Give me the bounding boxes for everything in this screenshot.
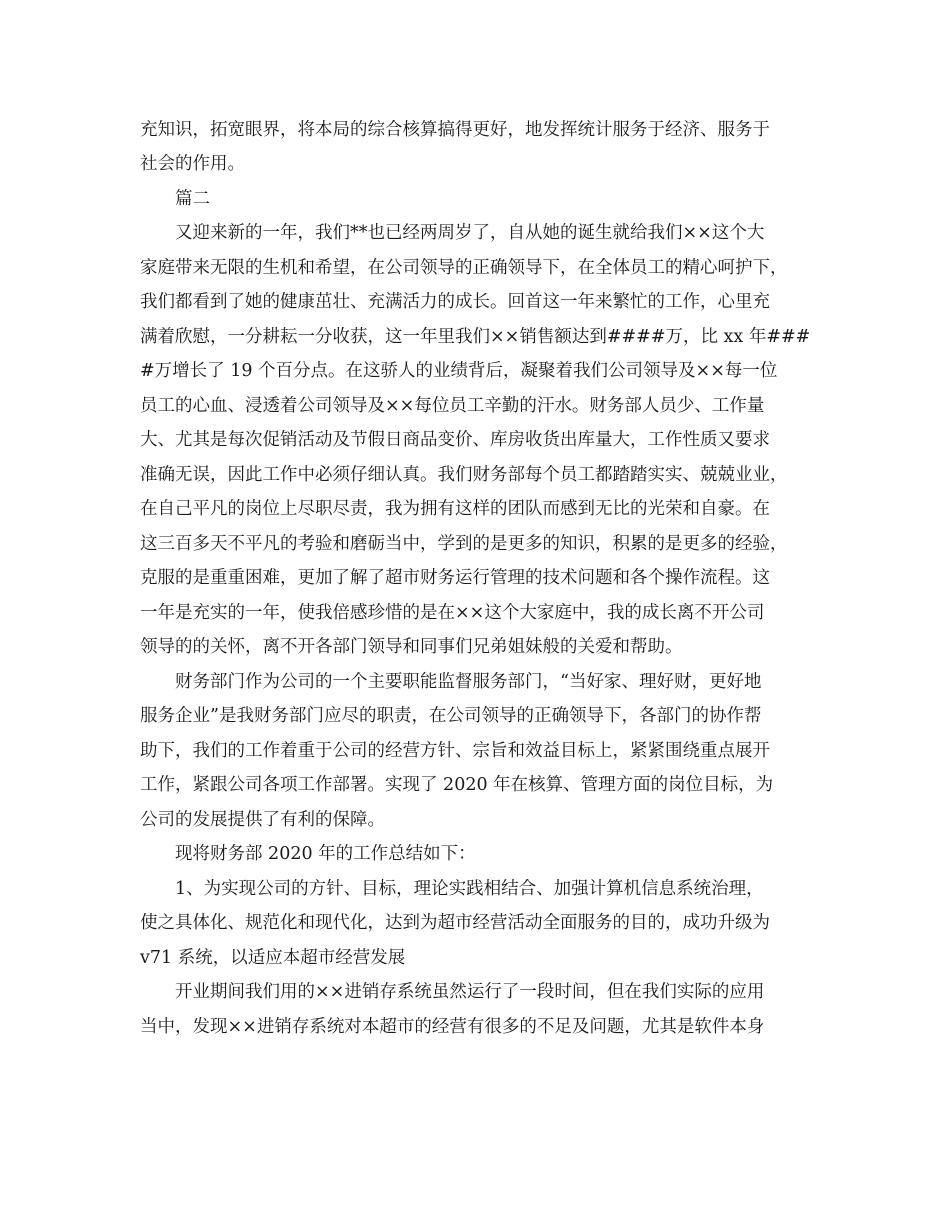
body-text-line: #万增长了 19 个百分点。在这骄人的业绩背后，凝聚着我们公司领导及××每一位 xyxy=(140,361,778,381)
body-text-line: 一年是充实的一年，使我倍感珍惜的是在××这个大家庭中，我的成长离不开公司 xyxy=(140,603,765,623)
body-text-line: 服务企业”是我财务部门应尽的职责，在公司领导的正确领导下，各部门的协作帮 xyxy=(140,706,762,726)
body-text-line: 又迎来新的一年，我们**也已经两周岁了，自从她的诞生就给我们××这个大 xyxy=(175,223,765,243)
body-text-line: 开业期间我们用的××进销存系统虽然运行了一段时间，但在我们实际的应用 xyxy=(175,982,765,1002)
body-text-line: v71 系统，以适应本超市经营发展 xyxy=(140,948,406,968)
body-text-line: 工作，紧跟公司各项工作部署。实现了 2020 年在核算、管理方面的岗位目标，为 xyxy=(140,775,774,795)
body-text-line: 家庭带来无限的生机和希望，在公司领导的正确领导下，在全体员工的精心呵护下， xyxy=(140,258,788,278)
body-text-line: 财务部门作为公司的一个主要职能监督服务部门，“当好家、理好财，更好地 xyxy=(175,672,762,692)
body-text-line: 1、为实现公司的方针、目标，理论实践相结合、加强计算机信息系统治理， xyxy=(175,879,764,899)
body-text-line: 当中，发现××进销存系统对本超市的经营有很多的不足及问题，尤其是软件本身 xyxy=(140,1017,765,1037)
section-heading: 篇二 xyxy=(175,189,210,209)
body-text-line: 满着欣慰，一分耕耘一分收获，这一年里我们××销售额达到####万，比 xx 年### xyxy=(140,327,811,347)
body-text-line: 大、尤其是每次促销活动及节假日商品变价、库房收货出库量大，工作性质又要求 xyxy=(140,430,770,450)
body-text-line: 社会的作用。 xyxy=(140,154,245,174)
body-text-line: 使之具体化、规范化和现代化，达到为超市经营活动全面服务的目的，成功升级为 xyxy=(140,913,770,933)
body-text-line: 准确无误，因此工作中必须仔细认真。我们财务部每个员工都踏踏实实、兢兢业业， xyxy=(140,465,788,485)
body-text-line: 助下，我们的工作着重于公司的经营方针、宗旨和效益目标上，紧紧围绕重点展开 xyxy=(140,741,770,761)
body-text-line: 领导的的关怀，离不开各部门领导和同事们兄弟姐妹般的关爱和帮助。 xyxy=(140,637,683,657)
body-text-line: 员工的心血、浸透着公司领导及××每位员工辛勤的汗水。财务部人员少、工作量 xyxy=(140,396,765,416)
body-text-line: 这三百多天不平凡的考验和磨砺当中，学到的是更多的知识，积累的是更多的经验， xyxy=(140,534,788,554)
body-text-line: 克服的是重重困难，更加了解了超市财务运行管理的技术问题和各个操作流程。这 xyxy=(140,568,770,588)
body-text-line: 在自己平凡的岗位上尽职尽责，我为拥有这样的团队而感到无比的光荣和自豪。在 xyxy=(140,499,770,519)
body-text-line: 我们都看到了她的健康茁壮、充满活力的成长。回首这一年来繁忙的工作，心里充 xyxy=(140,292,770,312)
body-text-line: 公司的发展提供了有利的保障。 xyxy=(140,810,385,830)
body-text-line: 现将财务部 2020 年的工作总结如下： xyxy=(175,844,476,864)
body-text-line: 充知识，拓宽眼界，将本局的综合核算搞得更好，地发挥统计服务于经济、服务于 xyxy=(140,120,770,140)
